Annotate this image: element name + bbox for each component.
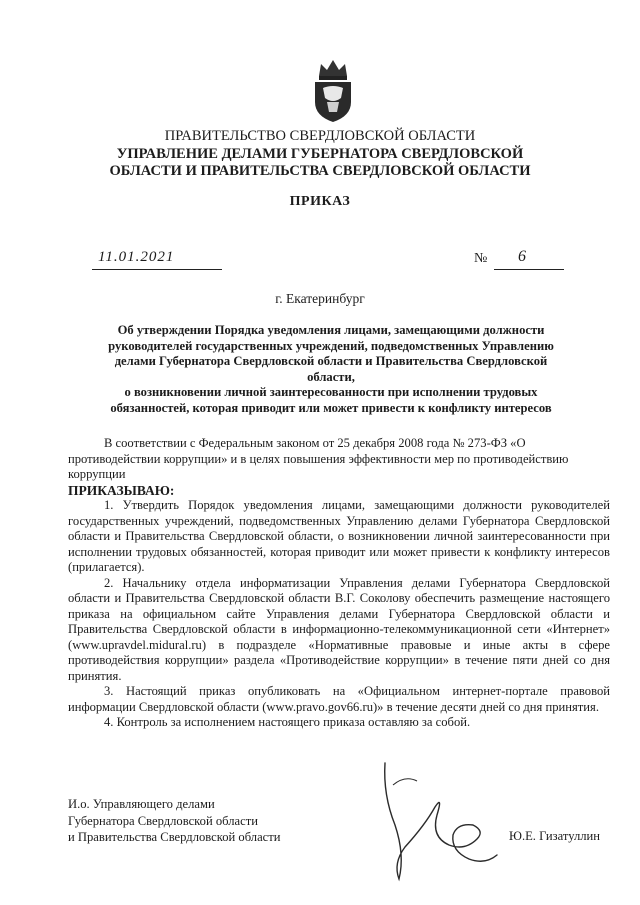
signatory-name: Ю.Е. Гизатуллин bbox=[509, 829, 600, 843]
order-date-field bbox=[92, 251, 222, 270]
preamble: В соответствии с Федеральным законом от 25 декабря 2008 года № 273-ФЗ «О противодействии коррупции» и в целях повышения эффективности мер по противодействию коррупции bbox=[68, 436, 569, 481]
handwritten-signature bbox=[365, 755, 505, 885]
subject-line: руководителей государственных учреждений, подведомственных Управлению bbox=[108, 338, 554, 353]
government-name: ПРАВИТЕЛЬСТВО СВЕРДЛОВСКОЙ ОБЛАСТИ bbox=[164, 128, 476, 144]
order-subject bbox=[96, 323, 566, 417]
position-line: и Правительства Свердловской области bbox=[68, 830, 281, 844]
city: г. Екатеринбург bbox=[275, 291, 365, 306]
subject-line: обязанностей, которая приводит или может привести к конфликту интересов bbox=[110, 400, 552, 415]
subject-line: Об утверждении Порядка уведомления лицами, замещающими должности bbox=[117, 323, 545, 337]
department-name-line-1: УПРАВЛЕНИЕ ДЕЛАМИ ГУБЕРНАТОРА СВЕРДЛОВСКОЙ bbox=[116, 146, 524, 162]
order-item-2: 2. Начальнику отдела информатизации Управления делами Губернатора Свердловской области и Правительства Свердловской области В.Г. Соколову обеспечить размещение настоящего приказа на официальном сайте Управления делами Губернатора Свердловской области и Правительства Свердловской области в информационно-телекоммуникационной сети «Интернет» (www.upravdel.midural.ru) в подразделе «Нормативные правовые и иные акты в сфере противодействия коррупции» раздела «Противодействие коррупции» в течение пяти дней со дня принятия. bbox=[68, 575, 610, 683]
subject-line: делами Губернатора Свердловской области и Правительства Свердловской области, bbox=[114, 354, 548, 384]
department-name-line-2: ОБЛАСТИ И ПРАВИТЕЛЬСТВА СВЕРДЛОВСКОЙ ОБЛАСТИ bbox=[109, 163, 531, 179]
order-item-1: 1. Утвердить Порядок уведомления лицами, замещающими должности руководителей государственных учреждений, подведомственных Управлению делами Губернатора Свердловской области и Правительства Свердловской области, о возникновении личной заинтересованности при исполнении трудовых обязанностей, которая приводит или может привести к конфликту интересов (прилагается). bbox=[68, 498, 610, 574]
order-item-4: 4. Контроль за исполнением настоящего приказа оставляю за собой. bbox=[104, 715, 471, 729]
position-line: И.о. Управляющего делами bbox=[68, 797, 215, 811]
order-item-3: 3. Настоящий приказ опубликовать на «Официальном интернет-портале правовой информации Свердловской области (www.pravo.gov66.ru)» в течение десяти дней со дня принятия. bbox=[68, 684, 610, 714]
document-type-title: ПРИКАЗ bbox=[289, 194, 351, 209]
order-date: 11.01.2021 bbox=[98, 249, 175, 265]
position-line: Губернатора Свердловской области bbox=[68, 813, 258, 828]
signatory-position bbox=[68, 796, 281, 846]
decree-heading: ПРИКАЗЫВАЮ: bbox=[68, 482, 175, 498]
order-number: 6 bbox=[518, 248, 526, 265]
subject-line: о возникновении личной заинтересованности при исполнении трудовых bbox=[124, 385, 538, 400]
order-number-field bbox=[494, 248, 564, 270]
order-body bbox=[68, 436, 610, 731]
order-number-label: № bbox=[474, 251, 488, 266]
coat-of-arms-emblem bbox=[311, 58, 355, 124]
